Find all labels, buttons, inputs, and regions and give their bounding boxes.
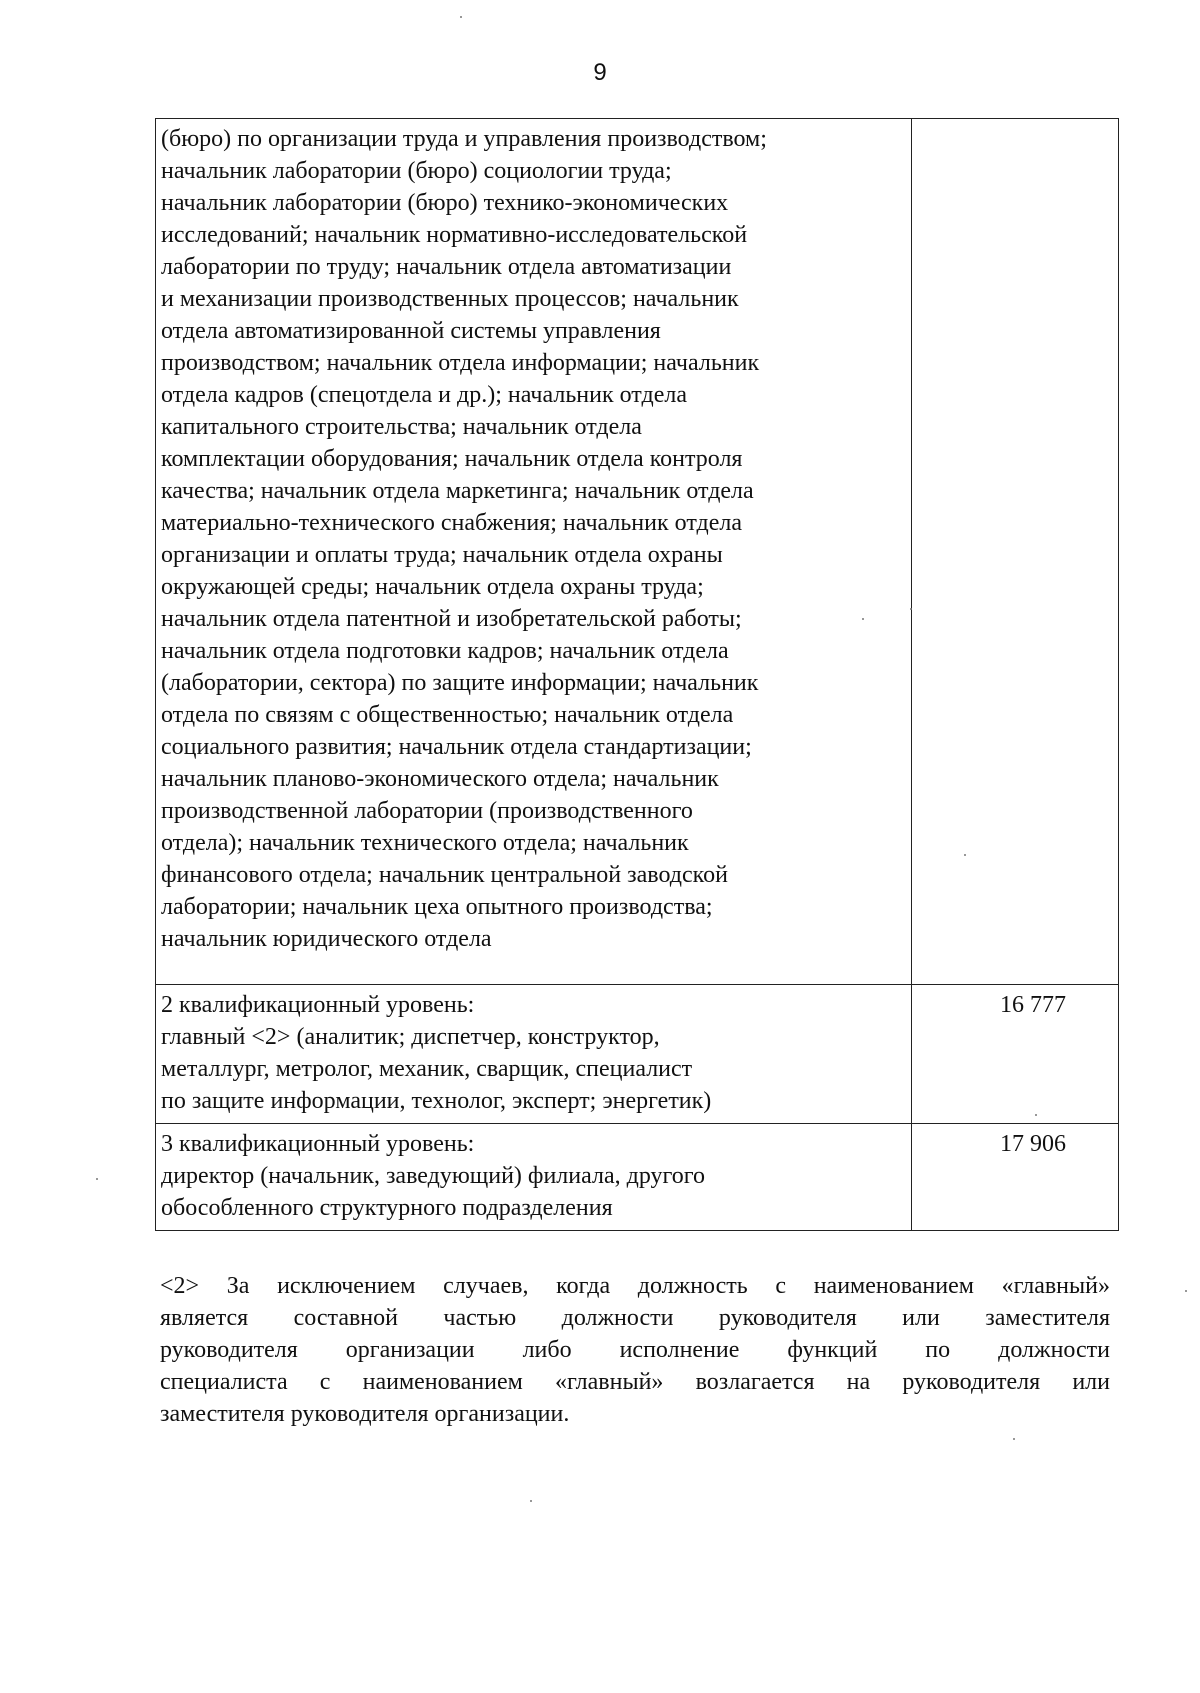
scan-speck [1035,1114,1037,1116]
table-row [156,985,1119,1124]
position-text-line: производством; начальник отдела информации; начальник [161,350,760,376]
position-text-line: директор (начальник, заведующий) филиала, другого [161,1163,706,1189]
position-text-line: начальник планово-экономического отдела; начальник [161,766,719,792]
scan-speck [964,854,966,856]
position-description-cell [156,1124,912,1231]
position-text-line: начальник лаборатории (бюро) технико-экономических [161,190,729,216]
salary-amount: 16 777 [1000,992,1066,1018]
salary-amount: 17 906 [1000,1131,1066,1157]
position-text-line: финансового отдела; начальник центральной заводской [161,862,728,888]
scan-speck [1013,1438,1015,1440]
scan-speck [862,618,864,620]
salary-amount-cell [912,985,1119,1124]
footnote-line: специалиста с наименованием «главный» возлагается на руководителя или [160,1369,1110,1395]
salary-amount-cell [912,1124,1119,1231]
position-text-line: исследований; начальник нормативно-исследовательской [161,222,748,248]
position-text-line: окружающей среды; начальник отдела охраны труда; [161,574,704,600]
position-text-line: начальник юридического отдела [161,926,492,952]
position-text-line: металлург, метролог, механик, сварщик, специалист [161,1056,693,1082]
position-description-cell [156,119,912,985]
position-text-line: начальник отдела патентной и изобретательской работы; [161,606,742,632]
salary-amount-cell [912,119,1119,985]
position-text-line: лаборатории по труду; начальник отдела автоматизации [161,254,732,280]
footnote-line: заместителя руководителя организации. [160,1401,570,1427]
scan-speck [1185,1290,1187,1292]
position-text-line: 3 квалификационный уровень: [161,1131,475,1157]
position-description-cell [156,985,912,1124]
position-text-line: (лаборатории, сектора) по защите информации; начальник [161,670,759,696]
position-text-line: отдела автоматизированной системы управления [161,318,661,344]
position-text-line: отдела); начальник технического отдела; начальник [161,830,689,856]
footnote-line: руководителя организации либо исполнение функций по должности [160,1337,1110,1363]
position-text-line: и механизации производственных процессов; начальник [161,286,739,312]
position-text-line: (бюро) по организации труда и управления производством; [161,126,767,152]
salary-table [155,118,1119,1231]
table-row [156,1124,1119,1231]
footnote-line: <2> За исключением случаев, когда должность с наименованием «главный» [160,1273,1110,1299]
scan-speck [910,608,912,610]
position-text-line: начальник лаборатории (бюро) социологии труда; [161,158,672,184]
position-text-line: качества; начальник отдела маркетинга; начальник отдела [161,478,754,504]
position-text-line: материально-технического снабжения; начальник отдела [161,510,742,536]
scan-speck [460,16,462,18]
position-text-line: комплектации оборудования; начальник отдела контроля [161,446,743,472]
position-text-line: отдела кадров (спецотдела и др.); начальник отдела [161,382,687,408]
position-text-line: производственной лаборатории (производственного [161,798,693,824]
position-text-line: 2 квалификационный уровень: [161,992,475,1018]
table-row [156,119,1119,985]
position-text-line: капитального строительства; начальник отдела [161,414,642,440]
position-text-line: обособленного структурного подразделения [161,1195,613,1221]
position-text-line: организации и оплаты труда; начальник отдела охраны [161,542,723,568]
footnote [160,1270,1110,1430]
position-text-line: начальник отдела подготовки кадров; начальник отдела [161,638,729,664]
scan-speck [96,1178,98,1180]
position-text-line: по защите информации, технолог, эксперт; энергетик) [161,1088,712,1114]
position-text-line: главный <2> (аналитик; диспетчер, конструктор, [161,1024,660,1050]
footnote-line: является составной частью должности руководителя или заместителя [160,1305,1110,1331]
position-text-line: отдела по связям с общественностью; начальник отдела [161,702,734,728]
position-text-line: лаборатории; начальник цеха опытного производства; [161,894,713,920]
page-number: 9 [593,59,607,86]
position-text-line: социального развития; начальник отдела стандартизации; [161,734,752,760]
scan-speck [530,1500,532,1502]
